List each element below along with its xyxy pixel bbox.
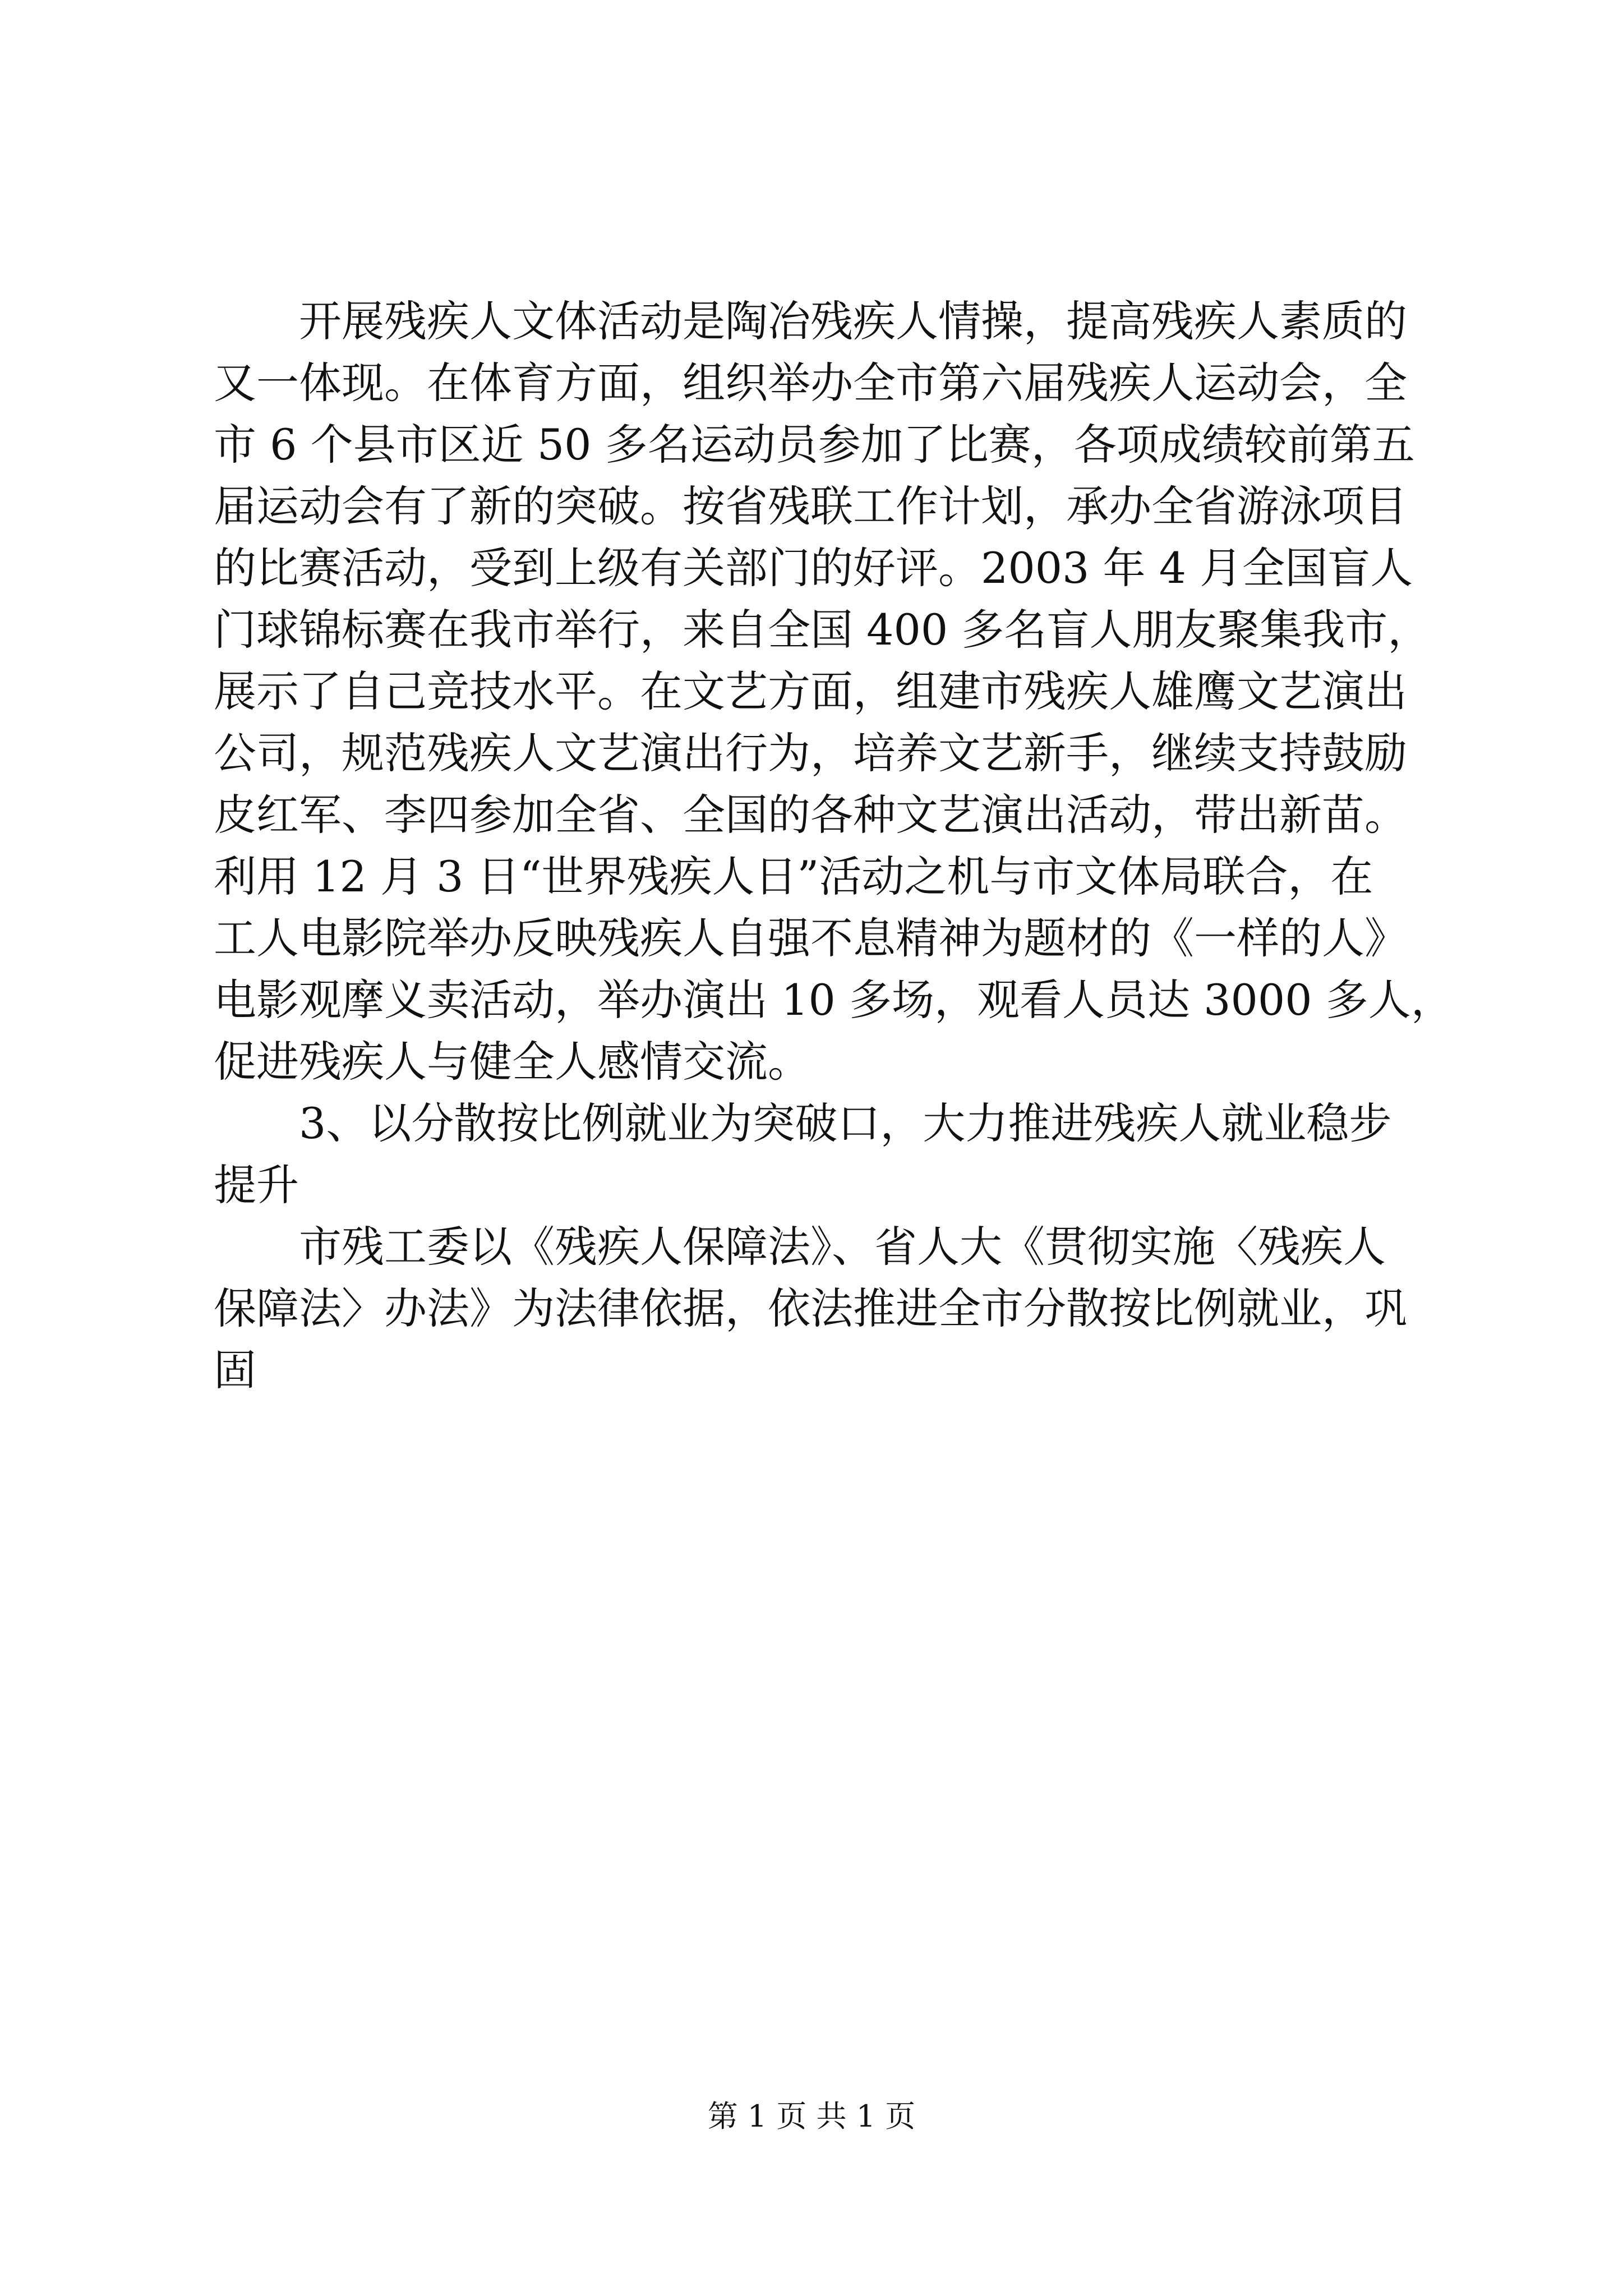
page-number-footer: 第 1 页 共 1 页 [707, 2099, 916, 2134]
body-text [214, 291, 1454, 1401]
section-heading-line: 3、以分散按比例就业为突破口，大力推进残疾人就业稳步 [214, 1098, 1392, 1148]
text-line: 又一体现。在体育方面，组织举办全市第六届残疾人运动会，全 [214, 358, 1407, 408]
text-line: 市残工委以《残疾人保障法》、省人大《贯彻实施〈残疾人 [214, 1222, 1386, 1272]
text-line: 固 [214, 1345, 256, 1395]
text-line: 展示了自己竞技水平。在文艺方面，组建市残疾人雄鹰文艺演出 [214, 666, 1407, 716]
text-line: 门球锦标赛在我市举行，来自全国 400 多名盲人朋友聚集我市， [214, 605, 1431, 655]
text-line: 开展残疾人文体活动是陶冶残疾人情操，提高残疾人素质的 [214, 296, 1407, 346]
text-line: 电影观摩义卖活动，举办演出 10 多场，观看人员达 3000 多人， [214, 975, 1454, 1025]
text-line: 届运动会有了新的突破。按省残联工作计划，承办全省游泳项目 [214, 481, 1407, 531]
text-line: 公司，规范残疾人文艺演出行为，培养文艺新手，继续支持鼓励 [214, 728, 1407, 778]
text-line: 工人电影院举办反映残疾人自强不息精神为题材的《一样的人》 [214, 913, 1407, 963]
text-line: 利用 12 月 3 日“世界残疾人日”活动之机与市文体局联合，在 [214, 852, 1373, 901]
text-line: 保障法〉办法》为法律依据，依法推进全市分散按比例就业，巩 [214, 1283, 1407, 1333]
text-line: 市 6 个县市区近 50 多名运动员参加了比赛，各项成绩较前第五 [214, 420, 1415, 470]
section-heading-line: 提升 [214, 1160, 299, 1210]
text-line: 的比赛活动，受到上级有关部门的好评。2003 年 4 月全国盲人 [214, 543, 1413, 593]
text-line: 促进残疾人与健全人感情交流。 [214, 1037, 810, 1087]
text-line: 皮红军、李四参加全省、全国的各种文艺演出活动，带出新苗。 [214, 790, 1407, 840]
